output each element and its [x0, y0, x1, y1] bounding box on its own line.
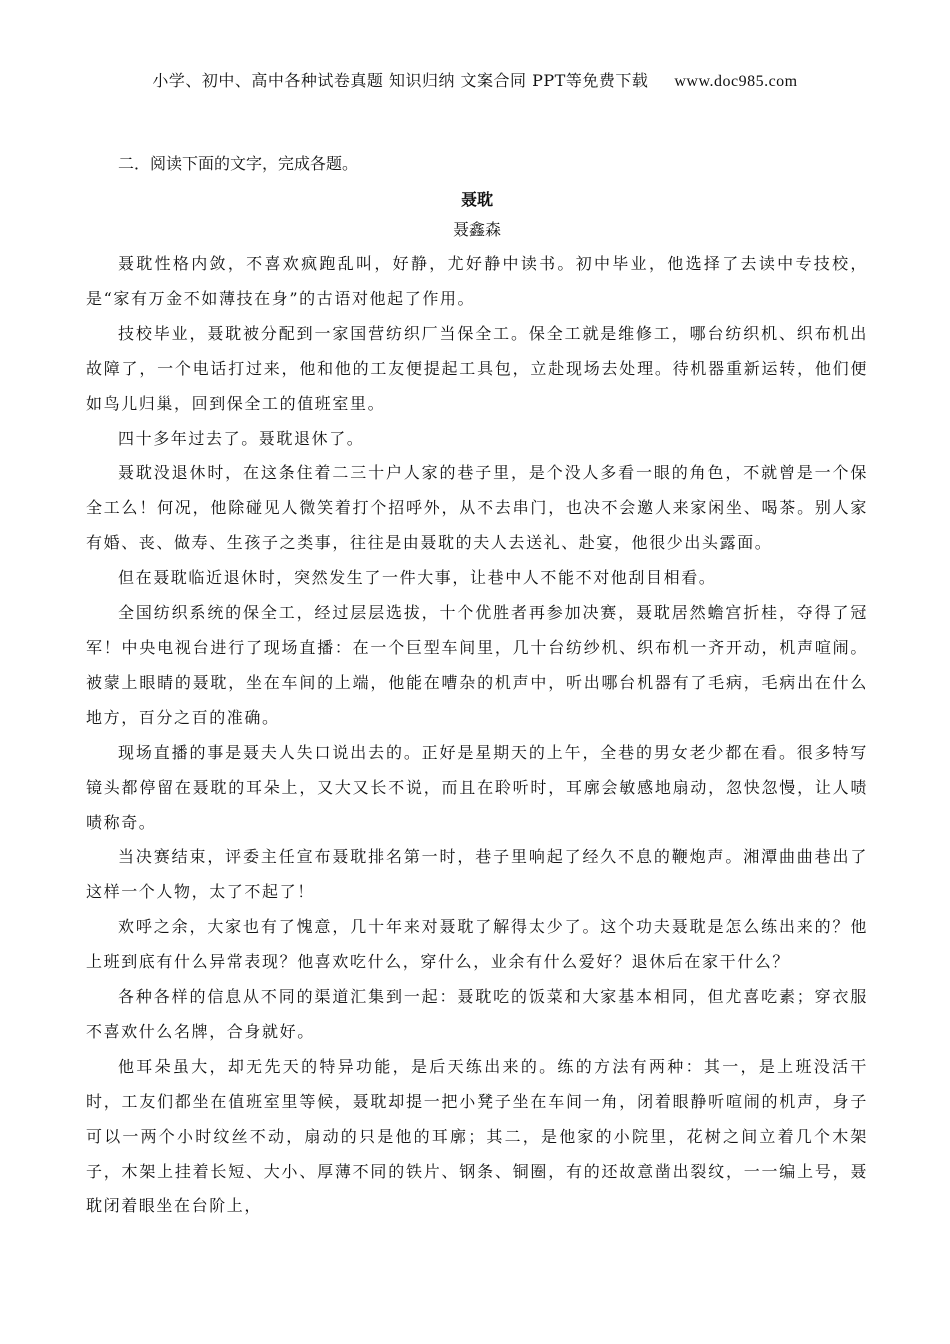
paragraph: 聂耽性格内敛，不喜欢疯跑乱叫，好静，尤好静中读书。初中毕业，他选择了去读中专技校，是“家有万金不如薄技在身”的古语对他起了作用。: [86, 254, 868, 308]
paragraph: 全国纺织系统的保全工，经过层层选拔，十个优胜者再参加决赛，聂耽居然蟾宫折桂，夺得了冠军！中央电视台进行了现场直播：在一个巨型车间里，几十台纺纱机、织布机一齐开动，机声喧闹。被蒙上眼睛的聂耽，坐在车间的上端，他能在嘈杂的机声中，听出哪台机器有了毛病，毛病出在什么地方，百分之百的准确。: [86, 603, 868, 727]
paragraph: 当决赛结束，评委主任宣布聂耽排名第一时，巷子里响起了经久不息的鞭炮声。湘潭曲曲巷出了这样一个人物，太了不起了！: [86, 847, 868, 902]
paragraph: 四十多年过去了。聂耽退休了。: [118, 428, 365, 448]
paragraph: 但在聂耽临近退休时，突然发生了一件大事，让巷中人不能不对他刮目相看。: [118, 568, 717, 588]
page-header: [0, 68, 950, 91]
paragraph: 现场直播的事是聂夫人失口说出去的。正好是星期天的上午，全巷的男女老少都在看。很多特写镜头都停留在聂耽的耳朵上，又大又长不说，而且在聆听时，耳廓会敏感地扇动，忽快忽慢，让人啧啧称奇。: [86, 742, 868, 832]
paragraph: 聂耽没退休时，在这条住着二三十户人家的巷子里，是个没人多看一眼的角色，不就曾是一个保全工么！何况，他除碰见人微笑着打个招呼外，从不去串门，也决不会邀人来家闲坐、喝茶。别人家有婚、丧、做寿、生孩子之类事，往往是由聂耽的夫人去送礼、赴宴，他很少出头露面。: [86, 463, 868, 553]
paragraph: 各种各样的信息从不同的渠道汇集到一起：聂耽吃的饭菜和大家基本相同，但尤喜吃素；穿衣服不喜欢什么名牌，合身就好。: [86, 987, 868, 1041]
header-text: 小学、初中、高中各种试卷真题 知识归纳 文案合同 PPT等免费下载: [152, 71, 649, 90]
paragraph: 欢呼之余，大家也有了愧意，几十年来对聂耽了解得太少了。这个功夫聂耽是怎么练出来的？他上班到底有什么异常表现？他喜欢吃什么，穿什么，业余有什么爱好？退休后在家干什么？: [86, 917, 868, 972]
header-url[interactable]: www.doc985.com: [674, 73, 798, 90]
document-body: [86, 147, 868, 1224]
question-title: 二．阅读下面的文字，完成各题。: [118, 154, 359, 173]
paragraph: 他耳朵虽大，却无先天的特异功能，是后天练出来的。练的方法有两种：其一，是上班没活干时，工友们都坐在值班室里等候，聂耽却提一把小凳子坐在车间一角，闭着眼静听喧闹的机声，身子可以一两个小时纹丝不动，扇动的只是他的耳廓；其二，是他家的小院里，花树之间立着几个木架子，木架上挂着长短、大小、厚薄不同的铁片、钢条、铜圈，有的还故意凿出裂纹，一一编上号，聂耽闭着眼坐在台阶上，: [86, 1056, 868, 1216]
article-title: 聂耽: [460, 190, 493, 209]
paragraph: 技校毕业，聂耽被分配到一家国营纺织厂当保全工。保全工就是维修工，哪台纺织机、织布机出故障了，一个电话打过来，他和他的工友便提起工具包，立赴现场去处理。待机器重新运转，他们便如鸟儿归巢，回到保全工的值班室里。: [86, 323, 868, 413]
article-author: 聂鑫森: [452, 220, 501, 239]
